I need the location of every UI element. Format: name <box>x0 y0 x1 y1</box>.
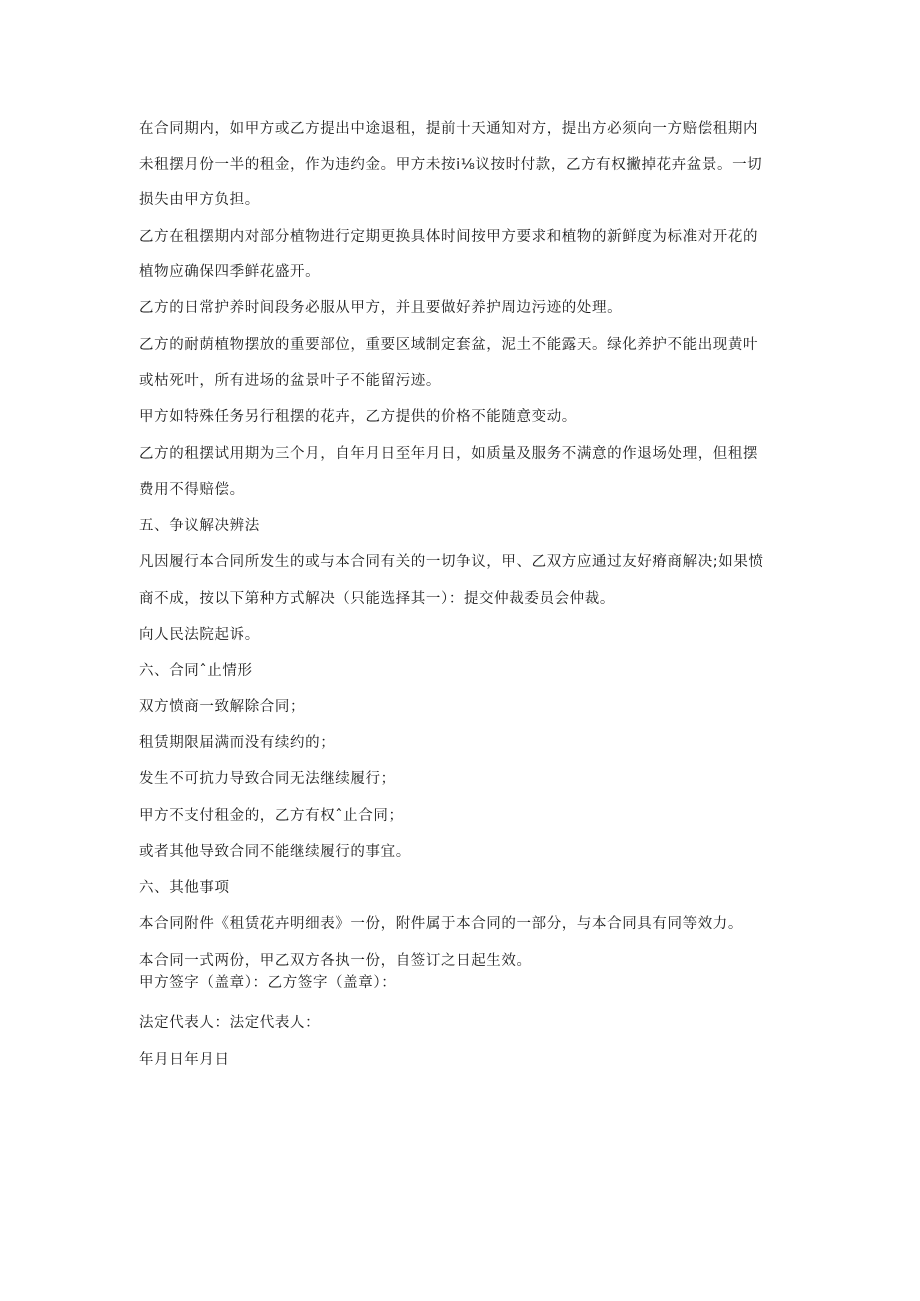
list-item: 租赁期限届满而没有续约的； <box>139 735 336 751</box>
paragraph-line: 本合同附件《租赁花卉明细表》一份，附件属于本合同的一部分，与本合同具有同等效力。 <box>139 916 743 932</box>
paragraph-line: 凡因履行本合同所发生的或与本合同有关的一切争议，甲、乙双方应通过友好瘠商解决;如果愤 <box>139 554 764 570</box>
paragraph-line: 乙方的租摆试用期为三个月，自年月日至年月日，如质量及服务不满意的作退场处理，但租摆 <box>139 446 759 462</box>
paragraph-line: 商不成，按以下第种方式解决（只能选择其一）：提交仲裁委员会仲裁。 <box>139 591 615 607</box>
paragraph-line: 在合同期内，如甲方或乙方提出中途退租，提前十天通知对方，提出方必须向一方赔偿租期内 <box>139 121 759 137</box>
date-line: 年月日年月日 <box>139 1052 230 1068</box>
paragraph-line: 本合同一式两份，甲乙双方各执一份，自签订之日起生效。 <box>139 953 532 969</box>
paragraph-line: 乙方在租摆期内对部分植物进行定期更换具体时间按甲方要求和植物的新鲜度为标准对开花的 <box>139 229 759 245</box>
representative-line: 法定代表人：法定代表人： <box>139 1015 321 1031</box>
list-item: 发生不可抗力导致合同无法继续履行； <box>139 771 396 787</box>
paragraph-line: 乙方的耐荫植物摆放的重要部位，重要区域制定套盆，泥土不能露天。绿化养护不能出现黄叶 <box>139 337 759 353</box>
paragraph-line: 甲方如特殊任务另行租摆的花卉，乙方提供的价格不能随意变动。 <box>139 409 577 425</box>
paragraph-line: 向人民法院起诉。 <box>139 627 260 643</box>
list-item: 双方愤商一致解除合同； <box>139 699 306 715</box>
section-heading: 六、合同ˆ止情形 <box>139 663 253 679</box>
paragraph-line: 植物应确保四季鲜花盛开。 <box>139 264 321 280</box>
paragraph-line: 费用不得赔偿。 <box>139 482 245 498</box>
signature-line: 甲方签字（盖章）：乙方签字（盖章）： <box>139 975 397 991</box>
section-heading: 六、其他事项 <box>139 880 230 896</box>
paragraph-line: 未租摆月份一半的租金，作为违约金。甲方未按i⅛议按时付款，乙方有权撇掉花卉盆景。一切 <box>139 157 763 173</box>
paragraph-line: 或枯死叶，所有进场的盆景叶子不能留污迹。 <box>139 373 441 389</box>
paragraph-line: 损失由甲方负担。 <box>139 192 260 208</box>
list-item: 或者其他导致合同不能继续履行的事宜。 <box>139 844 411 860</box>
section-heading: 五、争议解决辨法 <box>139 518 260 534</box>
list-item: 甲方不支付租金的，乙方有权ˆ止合同； <box>139 808 404 824</box>
paragraph-line: 乙方的日常护养时间段务必服从甲方，并且要做好养护周边污迹的处理。 <box>139 300 623 316</box>
